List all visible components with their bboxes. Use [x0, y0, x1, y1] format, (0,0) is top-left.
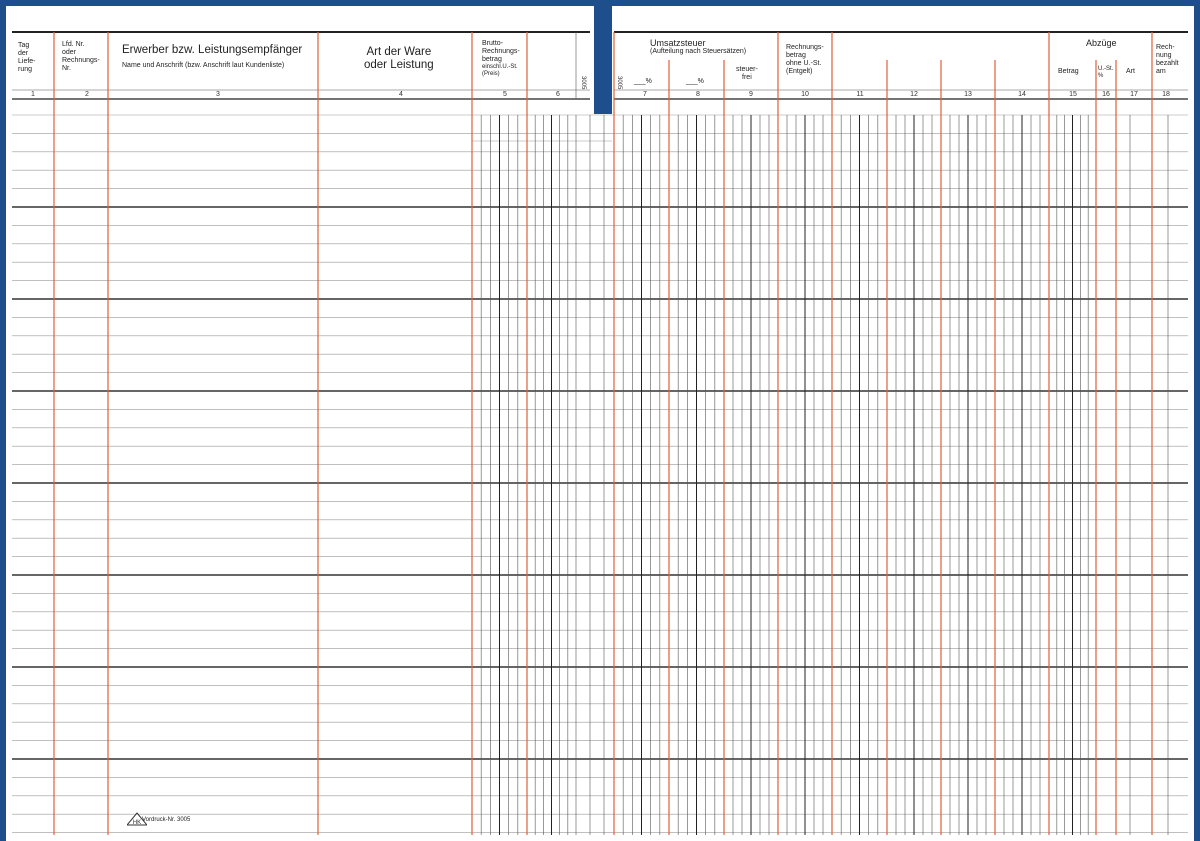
svg-text:HK: HK [132, 820, 142, 826]
header-betrag: Betrag [1058, 68, 1079, 75]
colnum-15: 15 [1069, 91, 1077, 98]
colnum-10: 10 [801, 91, 809, 98]
colnum-2: 2 [85, 91, 89, 98]
colnum-17: 17 [1130, 91, 1138, 98]
header-col3-title: Erwerber bzw. Leistungsempfänger [122, 44, 303, 56]
colnum-13: 13 [964, 91, 972, 98]
header-col3-sub: Name und Anschrift (bzw. Anschrift laut Kundenliste) [122, 62, 285, 69]
colnum-12: 12 [910, 91, 918, 98]
journal-sheet [6, 6, 1194, 841]
header-col18: Rech- nung bezahlt am [1156, 44, 1179, 76]
header-rate-2: ___% [686, 78, 704, 85]
form-number-footer: Vordruck-Nr. 3005 [142, 817, 191, 823]
header-abzuege: Abzüge [1086, 38, 1117, 48]
header-rate-1: ___% [634, 78, 652, 85]
form-number-vertical-right: 3005 [616, 76, 622, 90]
colnum-11: 11 [856, 91, 864, 98]
page-gutter [594, 6, 612, 114]
colnum-1: 1 [31, 91, 35, 98]
colnum-4: 4 [399, 91, 403, 98]
form-number-vertical-left: 3005 [580, 76, 586, 90]
colnum-6: 6 [556, 91, 560, 98]
colnum-5: 5 [503, 91, 507, 98]
header-ust-pct: U.-St. % [1098, 66, 1114, 79]
colnum-18: 18 [1162, 91, 1170, 98]
ledger-grid [6, 6, 1194, 841]
colnum-9: 9 [749, 91, 753, 98]
header-col5: Brutto- Rechnungs- betrag einschl.U.-St. (Preis) [482, 40, 520, 78]
header-steuerfrei: steuer- frei [736, 66, 758, 82]
colnum-8: 8 [696, 91, 700, 98]
header-col10: Rechnungs- betrag ohne U.-St. (Entgelt) [786, 44, 824, 76]
colnum-7: 7 [643, 91, 647, 98]
colnum-16: 16 [1102, 91, 1110, 98]
header-col2: Lfd. Nr. oder Rechnungs- Nr. [62, 41, 100, 73]
header-art: Art [1126, 68, 1135, 75]
colnum-3: 3 [216, 91, 220, 98]
header-col1: Tag der Liefe- rung [18, 42, 36, 74]
header-umsatzsteuer-sub: (Aufteilung nach Steuersätzen) [650, 48, 747, 55]
header-col4: Art der Ware oder Leistung [364, 46, 434, 72]
header-umsatzsteuer: Umsatzsteuer [650, 38, 706, 48]
colnum-14: 14 [1018, 91, 1026, 98]
